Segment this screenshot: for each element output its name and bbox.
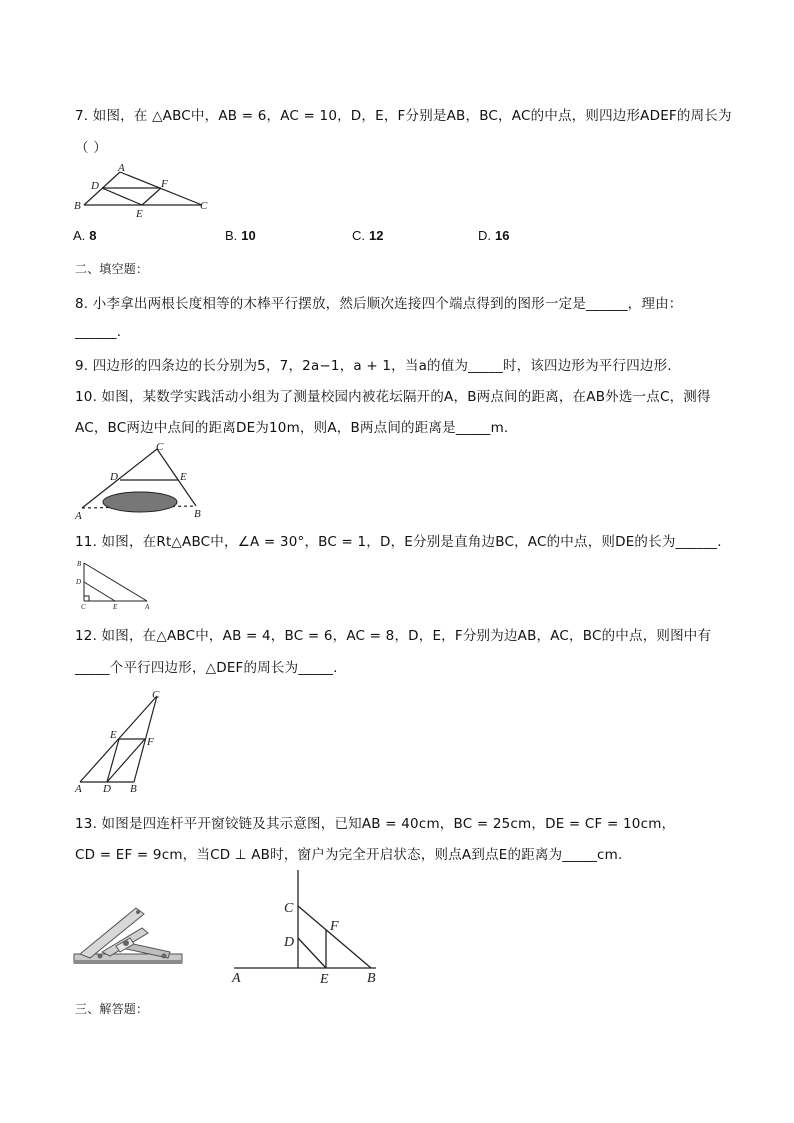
q12-label-a: A — [75, 783, 82, 794]
q7-label-b: B — [74, 200, 81, 212]
q7-option-b — [225, 228, 256, 243]
q11-line1: 11. 如图，在Rt△ABC中，∠A = 30°，BC = 1，D，E分别是直角边BC，AC的中点，则DE的长为______. — [75, 534, 722, 550]
q13-segment-de — [298, 938, 326, 968]
q7-option-b-value: 10 — [241, 228, 256, 243]
q7-label-c: C — [200, 200, 208, 212]
q13-figure — [226, 866, 396, 988]
q12-label-e: E — [110, 729, 117, 741]
section-3-heading: 三、解答题： — [75, 1002, 149, 1016]
q13-label-a: A — [232, 971, 241, 986]
q7-option-d-value: 16 — [495, 228, 510, 243]
q13-label-b: B — [367, 971, 376, 986]
q11-label-c: C — [81, 603, 86, 611]
right-angle-mark — [84, 596, 89, 601]
q10-line2: AC，BC两边中点间的距离DE为10m，则A，B两点间的距离是_____m. — [75, 420, 509, 436]
q12-line1: 12. 如图，在△ABC中，AB = 4，BC = 6，AC = 8，D，E，F分别为边AB，AC，BC的中点，则图中有 — [75, 628, 712, 644]
q10-label-c: C — [156, 441, 164, 453]
q7-option-b-letter: B. — [225, 228, 238, 243]
q10-label-d: D — [110, 471, 118, 483]
q7-line2: （ ） — [75, 140, 107, 156]
q7-option-c-value: 12 — [369, 228, 384, 243]
q11-label-b: B — [77, 560, 82, 568]
q7-line1: 7. 如图，在 △ABC中，AB = 6，AC = 10，D，E，F分别是AB，BC，AC的中点，则四边形ADEF的周长为 — [75, 108, 732, 124]
q13-label-e: E — [320, 972, 329, 987]
q8-line1: 8. 小李拿出两根长度相等的木棒平行摆放，然后顺次连接四个端点得到的图形一定是______，理由： — [75, 296, 683, 312]
q7-figure — [72, 160, 222, 220]
q10-label-a: A — [75, 510, 82, 522]
q7-label-d: D — [91, 180, 99, 192]
q7-segment-ef — [142, 188, 161, 205]
flower-bed-shape — [103, 492, 177, 512]
q13-segment-cb — [298, 906, 371, 968]
q10-line1: 10. 如图，某数学实践活动小组为了测量校园内被花坛隔开的A，B两点间的距离，在AB外选一点C，测得 — [75, 389, 711, 405]
q7-option-d — [478, 228, 509, 243]
q13-label-d: D — [284, 935, 295, 950]
q10-label-b: B — [194, 508, 201, 520]
q7-label-e: E — [136, 208, 143, 220]
q13-label-f: F — [330, 919, 339, 934]
q7-option-a — [73, 228, 97, 243]
q7-option-c-letter: C. — [352, 228, 365, 243]
q7-option-d-letter: D. — [478, 228, 491, 243]
q13-line1: 13. 如图是四连杆平开窗铰链及其示意图，已知AB = 40cm，BC = 25cm，DE = CF = 10cm， — [75, 816, 676, 832]
q13-label-c: C — [284, 901, 294, 916]
q13-line2: CD = EF = 9cm，当CD ⊥ AB时，窗户为完全开启状态，则点A到点E的距离为_____cm. — [75, 847, 623, 863]
q9-line1: 9. 四边形的四条边的长分别为5，7，2a−1，a + 1，当a的值为_____时，该四边形为平行四边形. — [75, 358, 672, 374]
q8-line2: ______. — [75, 324, 122, 340]
q11-label-e: E — [113, 603, 118, 611]
q10-figure — [72, 440, 212, 522]
q12-label-d: D — [103, 783, 111, 794]
q10-label-e: E — [180, 471, 187, 483]
q7-option-a-letter: A. — [73, 228, 86, 243]
q7-segment-de — [102, 188, 142, 205]
q11-side-ab — [84, 563, 147, 601]
q11-label-a: A — [145, 603, 150, 611]
q12-label-f: F — [147, 736, 154, 748]
q7-label-a: A — [118, 162, 125, 174]
q7-label-f: F — [161, 178, 168, 190]
window-hinge-photo — [72, 902, 184, 968]
section-2-heading: 二、填空题： — [75, 262, 149, 276]
q12-label-c: C — [152, 689, 160, 701]
q12-figure — [72, 686, 172, 794]
q11-figure — [72, 556, 162, 612]
q7-option-a-value: 8 — [89, 228, 97, 243]
q12-line2: _____个平行四边形，△DEF的周长为_____. — [75, 660, 338, 676]
q7-option-c — [352, 228, 383, 243]
q11-label-d: D — [76, 578, 82, 586]
q12-label-b: B — [130, 783, 137, 794]
